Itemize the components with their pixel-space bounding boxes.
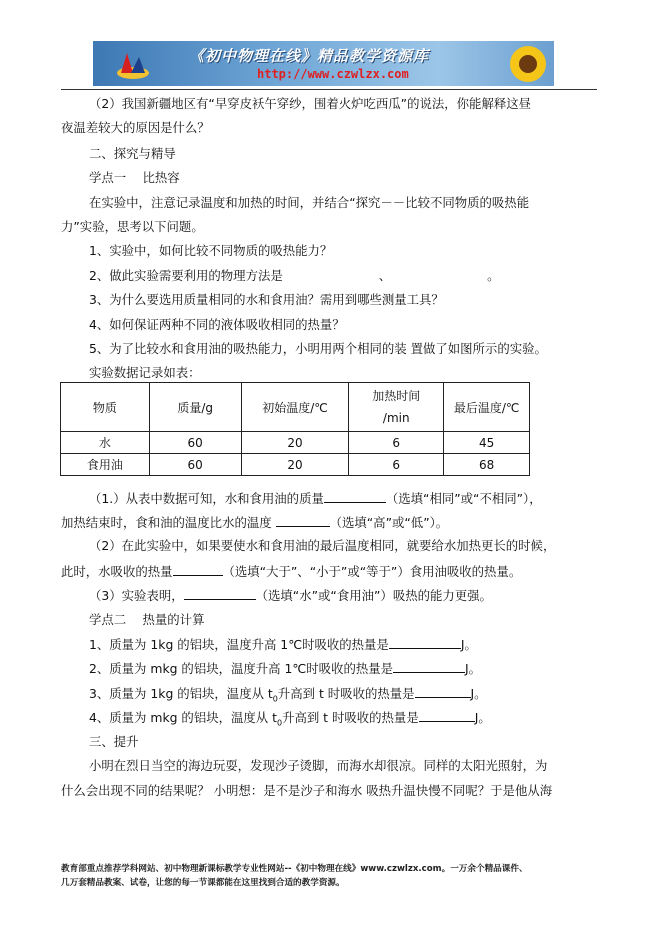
calc-q1-text: 1、质量为 1kg 的铝块，温度升高 1℃时吸收的热量是 bbox=[89, 637, 389, 652]
answer-blank[interactable] bbox=[415, 685, 471, 698]
point1-title: 学点一 比热容 bbox=[89, 170, 180, 185]
cell-initial-temp: 20 bbox=[241, 454, 349, 476]
footer-line2: 几万套精品教案、试卷，让您的每一节课都能在这里找到合适的教学资源。 bbox=[61, 878, 345, 888]
subq-3-text-b: （选填“水”或“食用油”）吸热的能力更强。 bbox=[255, 588, 492, 603]
unit-label: J。 bbox=[465, 661, 482, 676]
site-logo-icon bbox=[115, 47, 151, 81]
question-2-end: 。 bbox=[487, 268, 500, 283]
cell-substance: 水 bbox=[61, 432, 150, 454]
calc-question-2 bbox=[89, 660, 481, 677]
cell-heating-time: 6 bbox=[349, 454, 444, 476]
answer-blank[interactable] bbox=[324, 490, 386, 503]
question-5: 5、为了比较水和食用油的吸热能力，小明用两个相同的装 置做了如图所示的实验。 bbox=[89, 341, 547, 356]
subq-1-line1 bbox=[89, 490, 542, 507]
calc-question-3 bbox=[89, 685, 487, 707]
cell-initial-temp: 20 bbox=[241, 432, 349, 454]
subq-2-text-b: 此时，水吸收的热量 bbox=[61, 564, 173, 579]
header-initial-temp: 初始温度/℃ bbox=[241, 383, 349, 432]
question-2-text: 2、做此实验需要利用的物理方法是 bbox=[89, 268, 283, 283]
data-table bbox=[60, 382, 530, 476]
table-caption: 实验数据记录如表： bbox=[89, 365, 201, 380]
section-title-explore: 二、探究与精导 bbox=[89, 146, 176, 161]
answer-blank[interactable] bbox=[184, 587, 256, 600]
subq-1-text-c: 加热结束时，食和油的温度比水的温度 bbox=[61, 515, 272, 530]
calc-question-1 bbox=[89, 636, 477, 653]
question-4: 4、如何保证两种不同的液体吸收相同的热量？ bbox=[89, 317, 345, 332]
subq-3-text-a: （3）实验表明， bbox=[89, 588, 184, 603]
answer-blank[interactable] bbox=[173, 563, 223, 576]
calc-question-4 bbox=[89, 709, 491, 731]
intro-line1: 在实验中，注意记录温度和加热的时间，并结合“探究－－比较不同物质的吸热能 bbox=[89, 195, 530, 210]
calc-q3-text-a: 3、质量为 1kg 的铝块，温度从 t bbox=[89, 686, 273, 701]
cell-mass: 60 bbox=[149, 454, 241, 476]
subq-1-text-b: （选填“相同”或“不相同”）， bbox=[385, 491, 542, 506]
answer-blank[interactable] bbox=[389, 636, 461, 649]
unit-label: J。 bbox=[474, 710, 491, 725]
cell-heating-time: 6 bbox=[349, 432, 444, 454]
unit-label: J。 bbox=[470, 686, 487, 701]
cell-substance: 食用油 bbox=[61, 454, 150, 476]
section-title-improve: 三、提升 bbox=[89, 734, 139, 749]
sunflower-icon bbox=[506, 43, 550, 85]
question-2-sep: 、 bbox=[378, 268, 392, 283]
subq-2-text-c: （选填“大于”、“小于”或“等于”）食用油吸收的热量。 bbox=[222, 564, 522, 579]
unit-label: J。 bbox=[460, 637, 477, 652]
cell-mass: 60 bbox=[149, 432, 241, 454]
question-2 bbox=[89, 268, 500, 284]
subscript-zero: 0 bbox=[276, 718, 283, 728]
banner-title: 《初中物理在线》精品教学资源库 bbox=[189, 47, 430, 65]
answer-blank[interactable] bbox=[393, 660, 465, 673]
subq-1-line2 bbox=[61, 514, 448, 531]
question-3: 3、为什么要选用质量相同的水和食用油？需用到哪些测量工具？ bbox=[89, 292, 444, 307]
subq-3-line bbox=[89, 587, 492, 604]
table-header-row bbox=[61, 383, 530, 432]
question-1: 1、实验中，如何比较不同物质的吸热能力？ bbox=[89, 243, 333, 258]
header-substance: 物质 bbox=[61, 383, 150, 432]
cell-final-temp: 68 bbox=[444, 454, 530, 476]
header-heating-time-unit: /min bbox=[382, 411, 410, 425]
subq-1-text-d: （选填“高”或“低”）。 bbox=[329, 515, 449, 530]
section3-paragraph-line1: 小明在烈日当空的海边玩耍，发现沙子烫脚，而海水却很凉。同样的太阳光照射，为 bbox=[89, 758, 548, 773]
calc-q2-text: 2、质量为 mkg 的铝块，温度升高 1℃时吸收的热量是 bbox=[89, 661, 394, 676]
q-intro-line2: 夜温差较大的原因是什么？ bbox=[61, 120, 210, 135]
point2-title: 学点二 热量的计算 bbox=[89, 612, 205, 627]
subq-2-line2 bbox=[61, 563, 521, 580]
cell-final-temp: 45 bbox=[444, 432, 530, 454]
q-intro-line1: （2）我国新疆地区有“早穿皮袄午穿纱，围着火炉吃西瓜”的说法，你能解释这昼 bbox=[89, 96, 532, 111]
header-rule bbox=[61, 89, 597, 90]
page-footer bbox=[61, 862, 601, 890]
header-banner bbox=[93, 41, 554, 86]
section3-paragraph-line2: 什么会出现不同的结果呢？ 小明想：是不是沙子和海水 吸热升温快慢不同呢？于是他从海 bbox=[61, 783, 553, 798]
table-row bbox=[61, 454, 530, 476]
subscript-zero: 0 bbox=[272, 694, 278, 704]
table-row bbox=[61, 432, 530, 454]
header-mass: 质量/g bbox=[149, 383, 241, 432]
answer-blank[interactable] bbox=[276, 514, 330, 527]
subq-2-line1: （2）在此实验中，如果要使水和食用油的最后温度相同，就要给水加热更长的时候， bbox=[89, 538, 556, 553]
header-heating-time-label: 加热时间 bbox=[372, 389, 421, 403]
intro-line2: 力”实验，思考以下问题。 bbox=[61, 219, 204, 234]
calc-q3-text-b: 升高到 t 时吸收的热量是 bbox=[277, 686, 415, 701]
header-final-temp: 最后温度/℃ bbox=[444, 383, 530, 432]
header-heating-time bbox=[349, 383, 444, 432]
footer-line1: 教育部重点推荐学科网站、初中物理新课标教学专业性网站--《初中物理在线》www.czwlzx.com。一万余个精品课件、 bbox=[61, 864, 528, 874]
calc-q4-text-b: 升高到 t 时吸收的热量是 bbox=[282, 710, 419, 725]
calc-q4-text-a: 4、质量为 mkg 的铝块，温度从 t bbox=[89, 710, 277, 725]
subq-1-text-a: （1.）从表中数据可知，水和食用油的质量 bbox=[89, 491, 324, 506]
answer-blank[interactable] bbox=[419, 709, 475, 722]
banner-url: http://www.czwlzx.com bbox=[257, 67, 409, 81]
